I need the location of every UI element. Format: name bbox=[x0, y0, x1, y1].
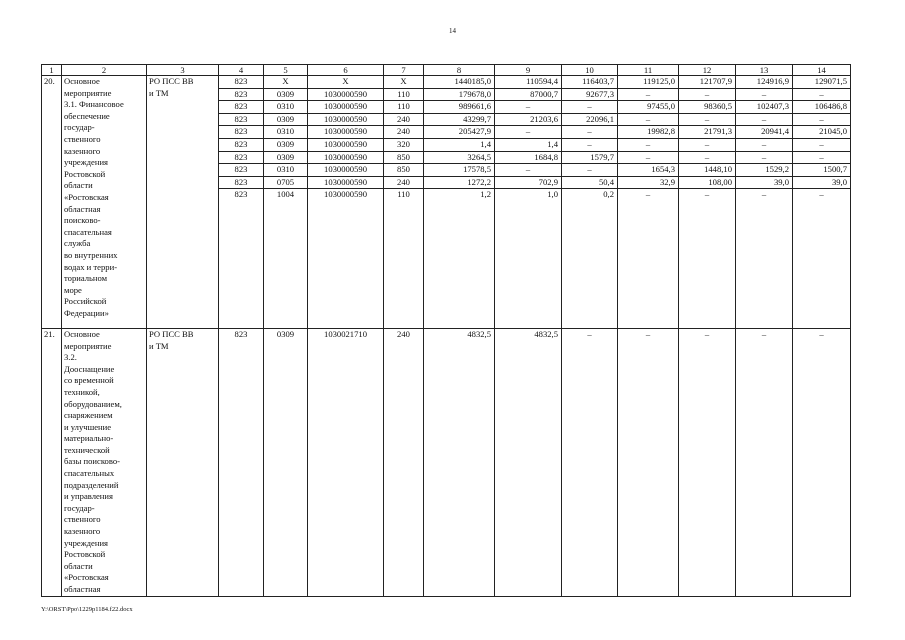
cell-col-13: – bbox=[736, 88, 793, 101]
cell-col-5: 0705 bbox=[264, 176, 308, 189]
column-header-8: 8 bbox=[424, 65, 495, 76]
cell-col-13: – bbox=[736, 113, 793, 126]
cell-col-10: – bbox=[562, 328, 618, 596]
column-header-14: 14 bbox=[793, 65, 851, 76]
cell-col-12: 108,00 bbox=[679, 176, 736, 189]
cell-col-7: 320 bbox=[384, 138, 424, 151]
column-header-3: 3 bbox=[147, 65, 219, 76]
cell-col-6: 1030021710 bbox=[308, 328, 384, 596]
cell-col-9: 21203,6 bbox=[495, 113, 562, 126]
measure-description-line: «Ростовская bbox=[64, 572, 109, 583]
page-number: 14 bbox=[449, 27, 456, 35]
cell-col-10: – bbox=[562, 126, 618, 139]
executor-name bbox=[147, 76, 219, 329]
cell-col-5: 0310 bbox=[264, 126, 308, 139]
column-header-1: 1 bbox=[42, 65, 62, 76]
cell-col-4: 823 bbox=[219, 328, 264, 596]
measure-description-line: технической bbox=[64, 444, 110, 455]
cell-col-8: 1272,2 bbox=[424, 176, 495, 189]
cell-col-4: 823 bbox=[219, 76, 264, 89]
cell-col-9: 87000,7 bbox=[495, 88, 562, 101]
cell-col-12: – bbox=[679, 328, 736, 596]
measure-description-line: и улучшение bbox=[64, 421, 112, 432]
measure-number: 21. bbox=[42, 328, 62, 596]
cell-col-10: – bbox=[562, 164, 618, 177]
measure-description-line: областная bbox=[64, 584, 101, 594]
measure-description-line: водах и терри- bbox=[64, 261, 118, 272]
measure-description-line: 3.2. bbox=[64, 352, 77, 363]
cell-col-11: – bbox=[618, 113, 679, 126]
cell-col-5: Х bbox=[264, 76, 308, 89]
cell-col-4: 823 bbox=[219, 113, 264, 126]
cell-col-14: 21045,0 bbox=[793, 126, 851, 139]
cell-col-7: 850 bbox=[384, 164, 424, 177]
cell-col-6: 1030000590 bbox=[308, 164, 384, 177]
cell-col-7: 110 bbox=[384, 189, 424, 329]
executor-name-line: и ТМ bbox=[149, 87, 169, 98]
measure-description-line: ториальном bbox=[64, 273, 108, 284]
executor-name bbox=[147, 328, 219, 596]
cell-col-4: 823 bbox=[219, 101, 264, 114]
cell-col-6: 1030000590 bbox=[308, 189, 384, 329]
column-number-header-row bbox=[42, 65, 851, 76]
measure-description-line: государ- bbox=[64, 122, 95, 133]
cell-col-8: 17578,5 bbox=[424, 164, 495, 177]
cell-col-9: – bbox=[495, 126, 562, 139]
cell-col-5: 0309 bbox=[264, 151, 308, 164]
cell-col-14: – bbox=[793, 151, 851, 164]
budget-table bbox=[41, 64, 851, 597]
measure-description-line: поисково- bbox=[64, 215, 101, 226]
budget-table-container bbox=[41, 64, 850, 597]
cell-col-4: 823 bbox=[219, 88, 264, 101]
column-header-5: 5 bbox=[264, 65, 308, 76]
cell-col-11: – bbox=[618, 328, 679, 596]
measure-description-line: со временной bbox=[64, 375, 114, 386]
cell-col-13: 20941,4 bbox=[736, 126, 793, 139]
measure-description-line: спасательная bbox=[64, 226, 112, 237]
measure-description-line: учреждения bbox=[64, 157, 109, 168]
cell-col-13: 124916,9 bbox=[736, 76, 793, 89]
cell-col-11: – bbox=[618, 88, 679, 101]
cell-col-7: 240 bbox=[384, 328, 424, 596]
cell-col-12: – bbox=[679, 151, 736, 164]
cell-col-13: – bbox=[736, 189, 793, 329]
cell-col-10: – bbox=[562, 101, 618, 114]
cell-col-8: 1,4 bbox=[424, 138, 495, 151]
cell-col-11: – bbox=[618, 151, 679, 164]
cell-col-5: 0309 bbox=[264, 88, 308, 101]
executor-name-line: РО ПСС ВВ bbox=[149, 328, 194, 339]
measure-description-line: «Ростовская bbox=[64, 191, 109, 202]
cell-col-14: – bbox=[793, 113, 851, 126]
cell-col-10: – bbox=[562, 138, 618, 151]
cell-col-4: 823 bbox=[219, 164, 264, 177]
measure-description bbox=[62, 328, 147, 596]
measure-description-line: Российской bbox=[64, 296, 107, 307]
cell-col-8: 4832,5 bbox=[424, 328, 495, 596]
measure-description-line: областная bbox=[64, 203, 101, 214]
cell-col-13: – bbox=[736, 151, 793, 164]
cell-col-12: 121707,9 bbox=[679, 76, 736, 89]
cell-col-9: – bbox=[495, 101, 562, 114]
measure-description-line: 3.1. Финансовое bbox=[64, 99, 124, 110]
cell-col-14: 106486,8 bbox=[793, 101, 851, 114]
column-header-6: 6 bbox=[308, 65, 384, 76]
cell-col-5: 0309 bbox=[264, 113, 308, 126]
cell-col-6: 1030000590 bbox=[308, 138, 384, 151]
executor-name-line: и ТМ bbox=[149, 340, 169, 351]
cell-col-11: 19982,8 bbox=[618, 126, 679, 139]
cell-col-14: – bbox=[793, 138, 851, 151]
cell-col-10: 0,2 bbox=[562, 189, 618, 329]
column-header-2: 2 bbox=[62, 65, 147, 76]
cell-col-7: 110 bbox=[384, 101, 424, 114]
measure-description-line: казенного bbox=[64, 526, 101, 537]
column-header-12: 12 bbox=[679, 65, 736, 76]
table-row bbox=[42, 328, 851, 596]
cell-col-11: 119125,0 bbox=[618, 76, 679, 89]
measure-description-line: обеспечение bbox=[64, 110, 110, 121]
measure-description-line: области bbox=[64, 180, 93, 191]
cell-col-8: 3264,5 bbox=[424, 151, 495, 164]
cell-col-7: 110 bbox=[384, 88, 424, 101]
measure-description-line: оборудованием, bbox=[64, 398, 122, 409]
cell-col-12: – bbox=[679, 138, 736, 151]
cell-col-11: 32,9 bbox=[618, 176, 679, 189]
cell-col-11: – bbox=[618, 138, 679, 151]
measure-description-line: Федерации» bbox=[64, 307, 109, 318]
executor-name-line: РО ПСС ВВ bbox=[149, 76, 194, 86]
cell-col-4: 823 bbox=[219, 151, 264, 164]
cell-col-9: – bbox=[495, 164, 562, 177]
cell-col-10: 92677,3 bbox=[562, 88, 618, 101]
cell-col-12: – bbox=[679, 88, 736, 101]
cell-col-4: 823 bbox=[219, 126, 264, 139]
cell-col-6: Х bbox=[308, 76, 384, 89]
measure-description-line: служба bbox=[64, 238, 91, 249]
measure-description-line: мероприятие bbox=[64, 340, 112, 351]
cell-col-9: 1,0 bbox=[495, 189, 562, 329]
cell-col-4: 823 bbox=[219, 176, 264, 189]
cell-col-12: – bbox=[679, 113, 736, 126]
cell-col-7: 850 bbox=[384, 151, 424, 164]
cell-col-6: 1030000590 bbox=[308, 88, 384, 101]
measure-description bbox=[62, 76, 147, 329]
measure-description-line: государ- bbox=[64, 502, 95, 513]
cell-col-6: 1030000590 bbox=[308, 101, 384, 114]
cell-col-13: – bbox=[736, 328, 793, 596]
cell-col-12: 21791,3 bbox=[679, 126, 736, 139]
measure-description-line: во внутренних bbox=[64, 249, 118, 260]
cell-col-13: – bbox=[736, 138, 793, 151]
table-body bbox=[42, 76, 851, 597]
cell-col-10: 22096,1 bbox=[562, 113, 618, 126]
cell-col-4: 823 bbox=[219, 138, 264, 151]
cell-col-13: 102407,3 bbox=[736, 101, 793, 114]
measure-description-line: базы поисково- bbox=[64, 456, 121, 467]
cell-col-8: 205427,9 bbox=[424, 126, 495, 139]
measure-description-line: и управления bbox=[64, 491, 113, 502]
column-header-4: 4 bbox=[219, 65, 264, 76]
cell-col-5: 1004 bbox=[264, 189, 308, 329]
column-header-7: 7 bbox=[384, 65, 424, 76]
cell-col-12: 98360,5 bbox=[679, 101, 736, 114]
cell-col-14: 1500,7 bbox=[793, 164, 851, 177]
footer-file-path: Y:\ORST\Ppo\1229p1184.f22.docx bbox=[41, 606, 133, 613]
cell-col-10: 116403,7 bbox=[562, 76, 618, 89]
cell-col-13: 39,0 bbox=[736, 176, 793, 189]
cell-col-14: 39,0 bbox=[793, 176, 851, 189]
cell-col-11: 97455,0 bbox=[618, 101, 679, 114]
measure-description-line: спасательных bbox=[64, 468, 115, 479]
measure-number: 20. bbox=[42, 76, 62, 329]
cell-col-8: 989661,6 bbox=[424, 101, 495, 114]
table-row bbox=[42, 76, 851, 89]
measure-description-line: области bbox=[64, 560, 93, 571]
measure-description-line: ственного bbox=[64, 133, 101, 144]
cell-col-5: 0309 bbox=[264, 138, 308, 151]
cell-col-6: 1030000590 bbox=[308, 176, 384, 189]
cell-col-6: 1030000590 bbox=[308, 151, 384, 164]
cell-col-9: 1684,8 bbox=[495, 151, 562, 164]
cell-col-5: 0310 bbox=[264, 101, 308, 114]
measure-description-line: Ростовской bbox=[64, 549, 106, 560]
cell-col-8: 1440185,0 bbox=[424, 76, 495, 89]
cell-col-7: 240 bbox=[384, 126, 424, 139]
measure-description-line: подразделений bbox=[64, 479, 119, 490]
cell-col-9: 110594,4 bbox=[495, 76, 562, 89]
cell-col-12: 1448,10 bbox=[679, 164, 736, 177]
cell-col-9: 702,9 bbox=[495, 176, 562, 189]
cell-col-9: 4832,5 bbox=[495, 328, 562, 596]
cell-col-11: 1654,3 bbox=[618, 164, 679, 177]
cell-col-6: 1030000590 bbox=[308, 113, 384, 126]
measure-description-line: море bbox=[64, 284, 82, 295]
measure-description-line: материально- bbox=[64, 433, 114, 444]
cell-col-7: 240 bbox=[384, 176, 424, 189]
measure-description-line: Основное bbox=[64, 328, 100, 339]
measure-description-line: казенного bbox=[64, 145, 101, 156]
measure-description-line: Ростовской bbox=[64, 168, 106, 179]
column-header-13: 13 bbox=[736, 65, 793, 76]
cell-col-5: 0310 bbox=[264, 164, 308, 177]
cell-col-14: 129071,5 bbox=[793, 76, 851, 89]
cell-col-11: – bbox=[618, 189, 679, 329]
cell-col-4: 823 bbox=[219, 189, 264, 329]
cell-col-10: 50,4 bbox=[562, 176, 618, 189]
cell-col-14: – bbox=[793, 189, 851, 329]
cell-col-14: – bbox=[793, 328, 851, 596]
measure-description-line: ственного bbox=[64, 514, 101, 525]
cell-col-6: 1030000590 bbox=[308, 126, 384, 139]
cell-col-7: 240 bbox=[384, 113, 424, 126]
measure-description-line: учреждения bbox=[64, 537, 109, 548]
cell-col-5: 0309 bbox=[264, 328, 308, 596]
cell-col-8: 1,2 bbox=[424, 189, 495, 329]
measure-description-line: Основное bbox=[64, 76, 100, 86]
cell-col-8: 43299,7 bbox=[424, 113, 495, 126]
cell-col-13: 1529,2 bbox=[736, 164, 793, 177]
cell-col-12: – bbox=[679, 189, 736, 329]
measure-description-line: снаряжением bbox=[64, 410, 113, 421]
measure-description-line: Дооснащение bbox=[64, 363, 115, 374]
measure-description-line: техникой, bbox=[64, 386, 100, 397]
cell-col-8: 179678,0 bbox=[424, 88, 495, 101]
cell-col-14: – bbox=[793, 88, 851, 101]
cell-col-7: Х bbox=[384, 76, 424, 89]
column-header-9: 9 bbox=[495, 65, 562, 76]
column-header-10: 10 bbox=[562, 65, 618, 76]
measure-description-line: мероприятие bbox=[64, 87, 112, 98]
column-header-11: 11 bbox=[618, 65, 679, 76]
cell-col-10: 1579,7 bbox=[562, 151, 618, 164]
cell-col-9: 1,4 bbox=[495, 138, 562, 151]
